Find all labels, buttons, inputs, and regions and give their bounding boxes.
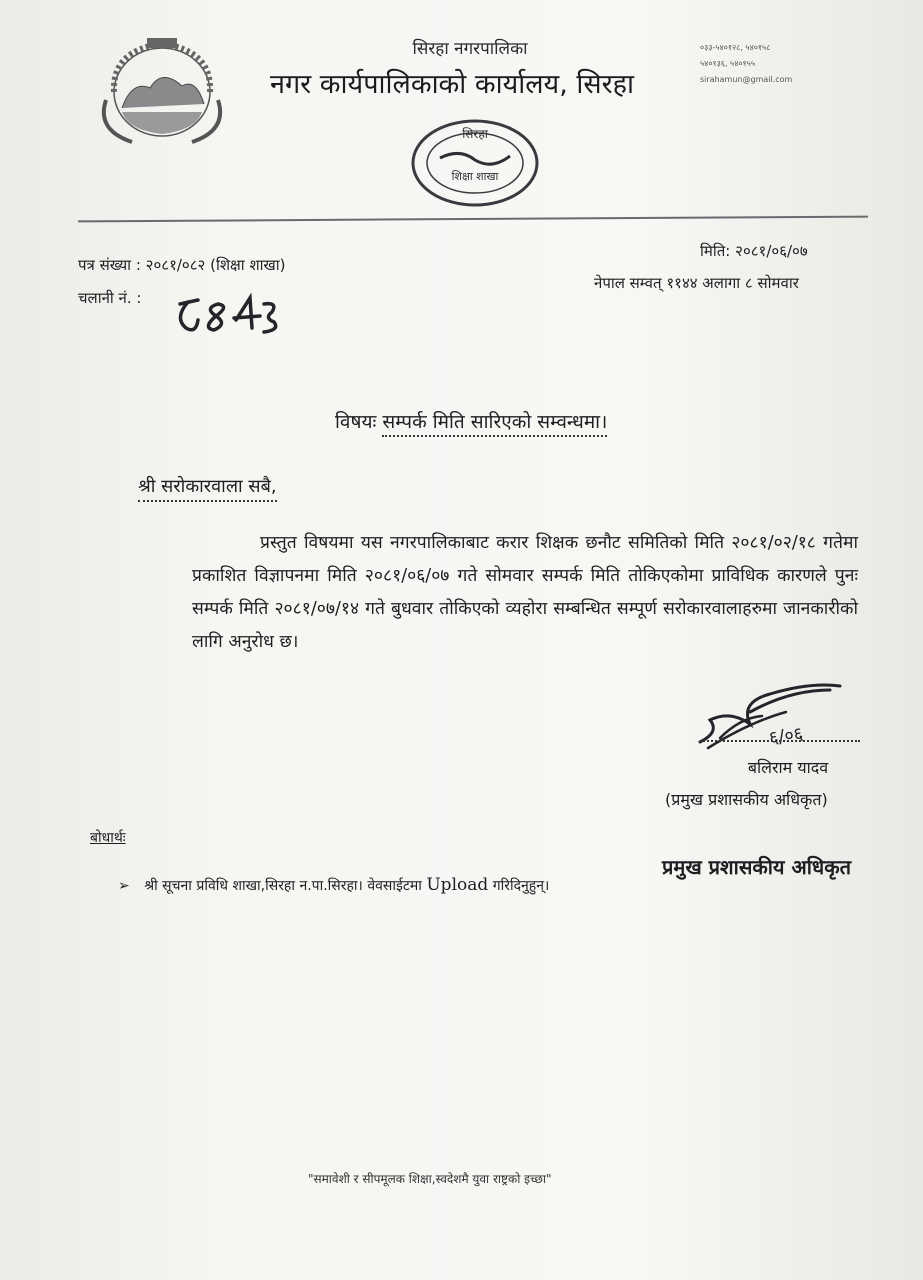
salutation: श्री सरोकारवाला सबै, bbox=[138, 474, 277, 502]
chalani-label: चलानी नं. : bbox=[78, 289, 142, 307]
nepal-sambat-date: नेपाल सम्वत् ११४४ अलागा ८ सोमवार bbox=[594, 274, 799, 292]
handwritten-signature bbox=[690, 672, 870, 762]
cc-label: बोधार्थः bbox=[90, 830, 126, 846]
designation-stamp: प्रमुख प्रशासकीय अधिकृत bbox=[662, 855, 851, 879]
signature-line bbox=[700, 740, 860, 742]
contact-line: sirahamun@gmail.com bbox=[700, 75, 793, 84]
subject-label: विषयः bbox=[335, 411, 377, 433]
municipality-name: सिरहा नगरपालिका bbox=[412, 39, 528, 59]
office-name: नगर कार्यपालिकाको कार्यालय, सिरहा bbox=[270, 69, 634, 100]
signatory-name: बलिराम यादव bbox=[747, 758, 829, 777]
arrow-bullet-icon: ➢ bbox=[118, 878, 130, 894]
dispatch-number bbox=[78, 288, 141, 308]
subject-line bbox=[335, 408, 607, 434]
ref-value: २०८१/०८२ (शिक्षा शाखा) bbox=[145, 256, 286, 274]
ref-label: पत्र संख्या : bbox=[78, 256, 141, 274]
handwritten-dispatch-number bbox=[172, 290, 282, 340]
office-stamp bbox=[400, 108, 550, 218]
date-label: मिति: bbox=[700, 242, 731, 260]
contact-info bbox=[700, 40, 870, 88]
nepal-emblem-logo bbox=[92, 30, 232, 150]
letter-date bbox=[700, 241, 808, 261]
cc-item-text: श्री सूचना प्रविधि शाखा,सिरहा न.पा.सिरहा। वेवसाईटमा bbox=[144, 878, 422, 894]
cc-item-upload: Upload bbox=[426, 875, 489, 895]
footer-slogan: "समावेशी र सीपमूलक शिक्षा,स्वदेशमै युवा राष्ट्रको इच्छा" bbox=[308, 1172, 552, 1186]
date-value: २०८१/०६/०७ bbox=[735, 242, 808, 260]
stamp-text: शिक्षा शाखा bbox=[451, 170, 499, 183]
reference-number bbox=[78, 255, 286, 275]
signature-date: ६/०६ bbox=[767, 723, 805, 749]
cc-item-tail: गरिदिनुहुन्। bbox=[492, 878, 550, 894]
cc-item bbox=[118, 875, 549, 895]
stamp-text: सिरहा bbox=[462, 127, 488, 141]
contact-line: ०३३-५४०१२८, ५४०१५८ bbox=[700, 43, 771, 52]
letter-body: प्रस्तुत विषयमा यस नगरपालिकाबाट करार शिक्षक छनौट समितिको मिति २०८१/०२/१८ गतेमा प्रकाशित विज्ञापनमा मिति २०८१/०६/०७ गते सोमवार सम्पर्क मिति तोकिएकोमा प्राविधिक कारणले पुनः सम्पर्क मिति २०८१/०७/१४ गते बुधवार तोकिएको व्यहोरा सम्बन्धित सम्पूर्ण सरोकारवालाहरुमा जानकारीको लागि अनुरोध छ। bbox=[192, 533, 858, 652]
contact-line: ५४०१३६, ५४०१५५ bbox=[700, 59, 756, 68]
signatory-designation: (प्रमुख प्रशासकीय अधिकृत) bbox=[665, 790, 828, 809]
subject-text: सम्पर्क मिति सारिएको सम्वन्धमा। bbox=[382, 411, 607, 437]
